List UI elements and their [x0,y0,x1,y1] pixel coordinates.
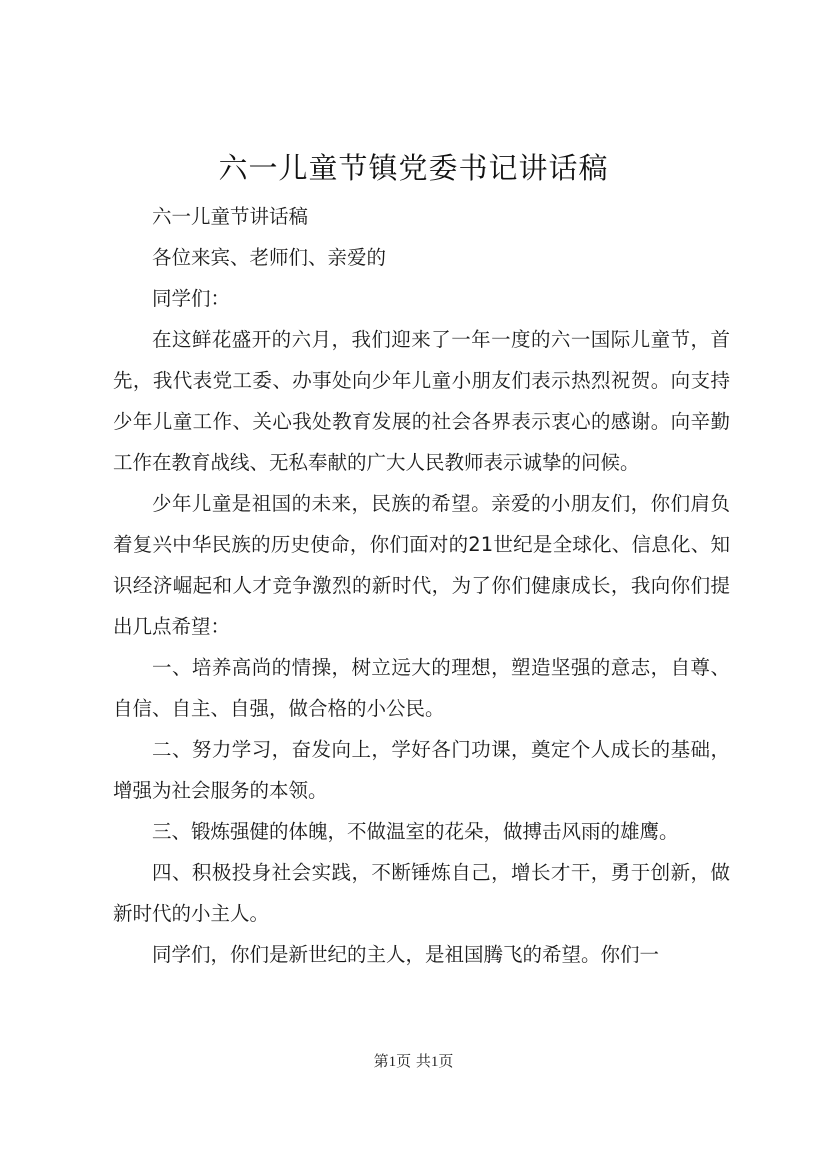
document-body [113,196,730,975]
paragraph-salutation-cont: 同学们： [152,287,231,310]
paragraph-point-3: 三、锻炼强健的体魄，不做温室的花朵，做搏击风雨的雄鹰。 [152,820,679,843]
paragraph-salutation: 各位来宾、老师们、亲爱的 [152,246,387,269]
paragraph-opening: 在这鲜花盛开的六月，我们迎来了一年一度的六一国际儿童节，首先，我代表党工委、办事处向少年儿童小朋友们表示热烈祝贺。向支持少年儿童工作、关心我处教育发展的社会各界表示衷心的感谢。向辛勤工作在教育战线、无私奉献的广大人民教师表示诚挚的问候。 [113,328,730,474]
paragraph-point-2: 二、努力学习，奋发向上，学好各门功课，奠定个人成长的基础，增强为社会服务的本领。 [113,738,730,802]
paragraph-hope: 少年儿童是祖国的未来，民族的希望。亲爱的小朋友们，你们肩负着复兴中华民族的历史使命，你们面对的21世纪是全球化、信息化、知识经济崛起和人才竞争激烈的新时代，为了你们健康成长，我向你们提出几点希望： [113,492,730,638]
paragraph-point-1: 一、培养高尚的情操，树立远大的理想，塑造坚强的意志，自尊、自信、自主、自强，做合格的小公民。 [113,656,730,720]
page-number-footer: 第1页 共1页 [373,1054,454,1070]
document-title: 六一儿童节镇党委书记讲话稿 [218,151,609,185]
paragraph-closing: 同学们，你们是新世纪的主人，是祖国腾飞的希望。你们一 [152,943,660,966]
paragraph-subtitle: 六一儿童节讲话稿 [152,205,309,228]
paragraph-point-4: 四、积极投身社会实践，不断锤炼自己，增长才干，勇于创新，做新时代的小主人。 [113,861,730,925]
